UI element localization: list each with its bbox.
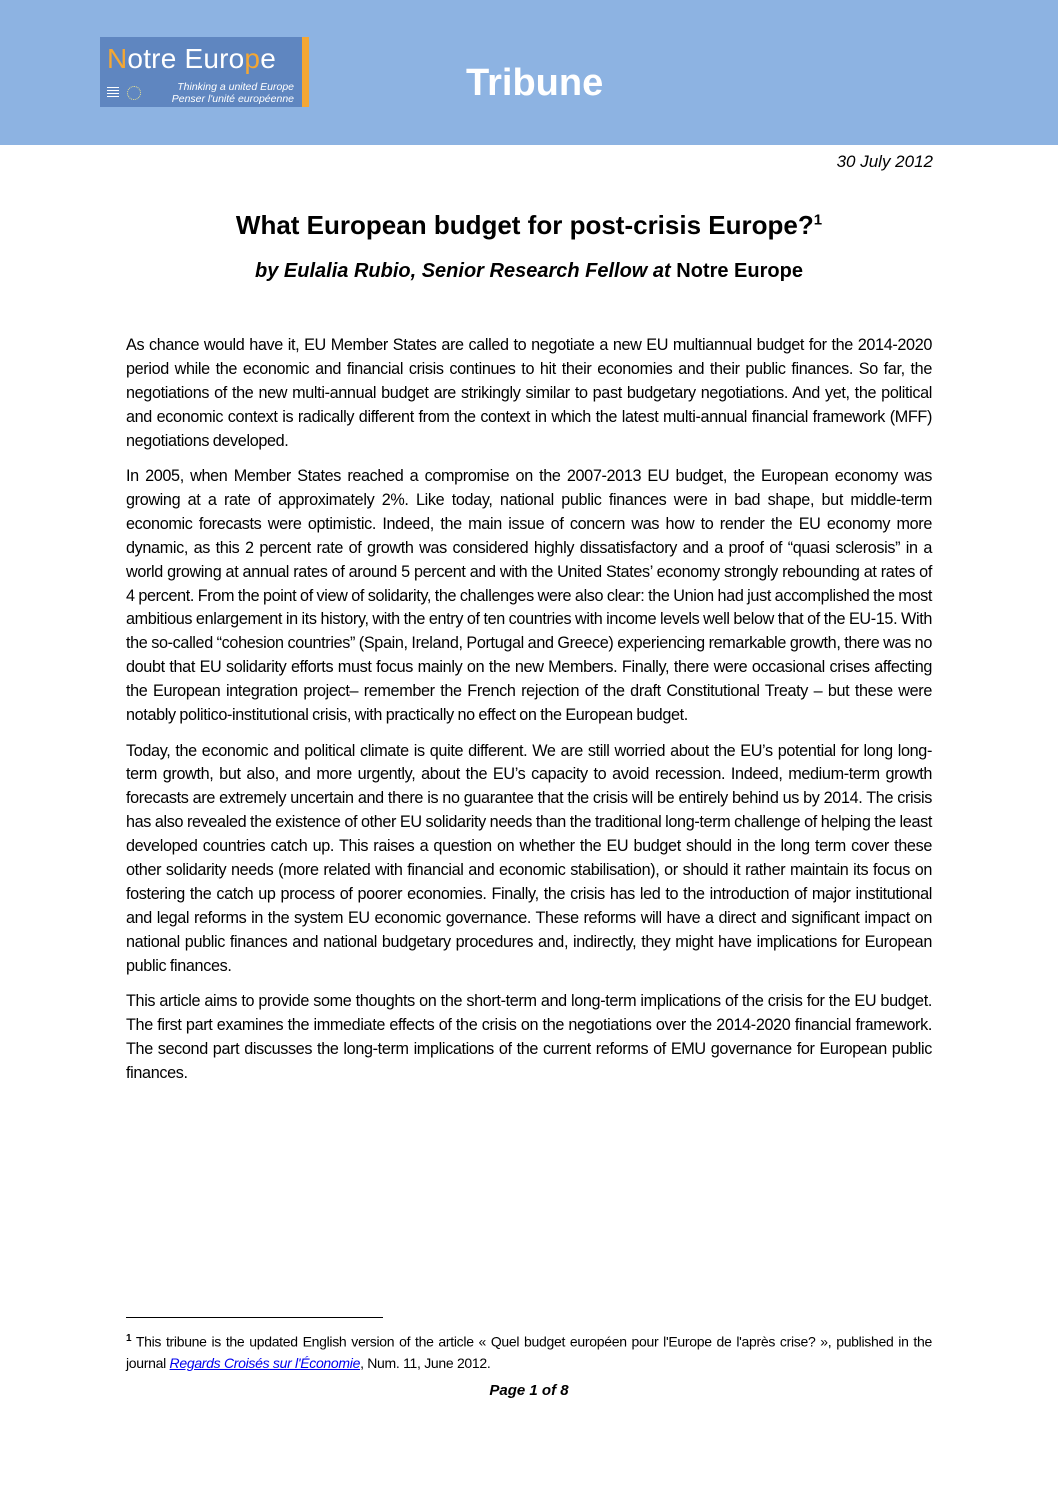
tagline-fr: Penser l'unité européenne	[171, 93, 294, 105]
publication-date: 30 July 2012	[836, 152, 933, 171]
byline-org: Notre Europe	[676, 260, 803, 282]
byline-author: by Eulalia Rubio, Senior Research Fellow at	[255, 260, 677, 282]
logo-letter: p	[244, 43, 261, 74]
byline	[0, 260, 1058, 283]
eu-stars-icon	[127, 86, 141, 100]
page-number: Page 1 of 8	[489, 1382, 569, 1399]
notre-europe-logo	[100, 37, 309, 107]
paragraph: Today, the economic and political climate is quite different. We are still worried about the EU’s potential for long long-term growth, but also, and more urgently, about the EU’s capacity to avoid recession. Indeed, medium-term growth forecasts are extremely uncertain and there is no guarantee that the crisis will be entirely behind us by 2014. The crisis has also revealed the existence of other EU solidarity needs than the traditional long-term challenge of helping the least developed countries catch up. This raises a question on whether the EU budget should in the long term cover these other solidarity needs (more related with financial and economic stabilisation), or should it rather maintain its focus on fostering the catch up process of poorer economies. Finally, the crisis has led to the introduction of major institutional and legal reforms in the system EU economic governance. These reforms will have a direct and significant impact on national public finances and national budgetary procedures and, indirectly, they might have implications for European public finances.	[126, 741, 932, 975]
paragraph: In 2005, when Member States reached a compromise on the 2007-2013 EU budget, the European economy was growing at a rate of approximately 2%. Like today, national public finances were in bad shape, but middle-term economic forecasts were optimistic. Indeed, the main issue of concern was how to render the EU economy more dynamic, as this 2 percent rate of growth was considered highly dissatisfactory and a proof of “quasi sclerosis” in a world growing at annual rates of around 5 percent and with the United States’ economy strongly rebounding at rates of 4 percent. From the point of view of solidarity, the challenges were also clear: the Union had just accomplished the most ambitious enlargement in its history, with the entry of ten countries with income levels well below that of the EU-15. With the so-called “cohesion countries” (Spain, Ireland, Portugal and Greece) experiencing remarkable growth, there was no doubt that EU solidarity efforts must focus mainly on the new Members. Finally, there were occasional crises affecting the European integration project– remember the French rejection of the draft Constitutional Treaty – but these were notably politico-institutional crisis, with practically no effect on the European budget.	[126, 467, 932, 725]
paragraph: This article aims to provide some thoughts on the short-term and long-term implications of the crisis for the EU budget. The first part examines the immediate effects of the crisis on the negotiations over the 2014-2020 financial framework. The second part discusses the long-term implications of the current reforms of EMU governance for European public finances.	[126, 992, 932, 1082]
series-title: Tribune	[466, 62, 604, 104]
footnote	[126, 1328, 932, 1374]
title-text: What European budget for post-crisis Europe?	[235, 210, 814, 240]
logo-text: otre Euro	[127, 43, 245, 74]
article-body	[126, 334, 932, 1097]
footnote-mark: 1	[126, 1333, 132, 1344]
footnote-divider	[126, 1317, 383, 1318]
footnote-reference[interactable]: 1	[813, 211, 823, 229]
header-banner	[0, 0, 1058, 145]
article-title	[0, 210, 1058, 241]
logo-tagline	[172, 81, 294, 105]
document-icon	[107, 87, 119, 99]
journal-link[interactable]: Regards Croisés sur l'Économie	[169, 1354, 361, 1371]
logo-name	[107, 43, 276, 75]
tagline-en: Thinking a united Europe	[177, 81, 294, 93]
paragraph: As chance would have it, EU Member States are called to negotiate a new EU multiannual budget for the 2014-2020 period while the economic and financial crisis continues to hit their economies and their public finances. So far, the negotiations of the new multi-annual budget are strikingly similar to past budgetary negotiations. And yet, the political and economic context is radically different from the context in which the latest multi-annual financial framework (MFF) negotiations developed.	[126, 336, 932, 450]
footnote-text: This tribune is the updated English version of the article « Quel budget européen pour l'Europe de l'après crise? », published in the journal	[126, 1333, 932, 1371]
logo-letter: N	[107, 43, 128, 74]
logo-text: e	[260, 43, 276, 74]
footnote-text-end: , Num. 11, June 2012.	[360, 1354, 491, 1371]
